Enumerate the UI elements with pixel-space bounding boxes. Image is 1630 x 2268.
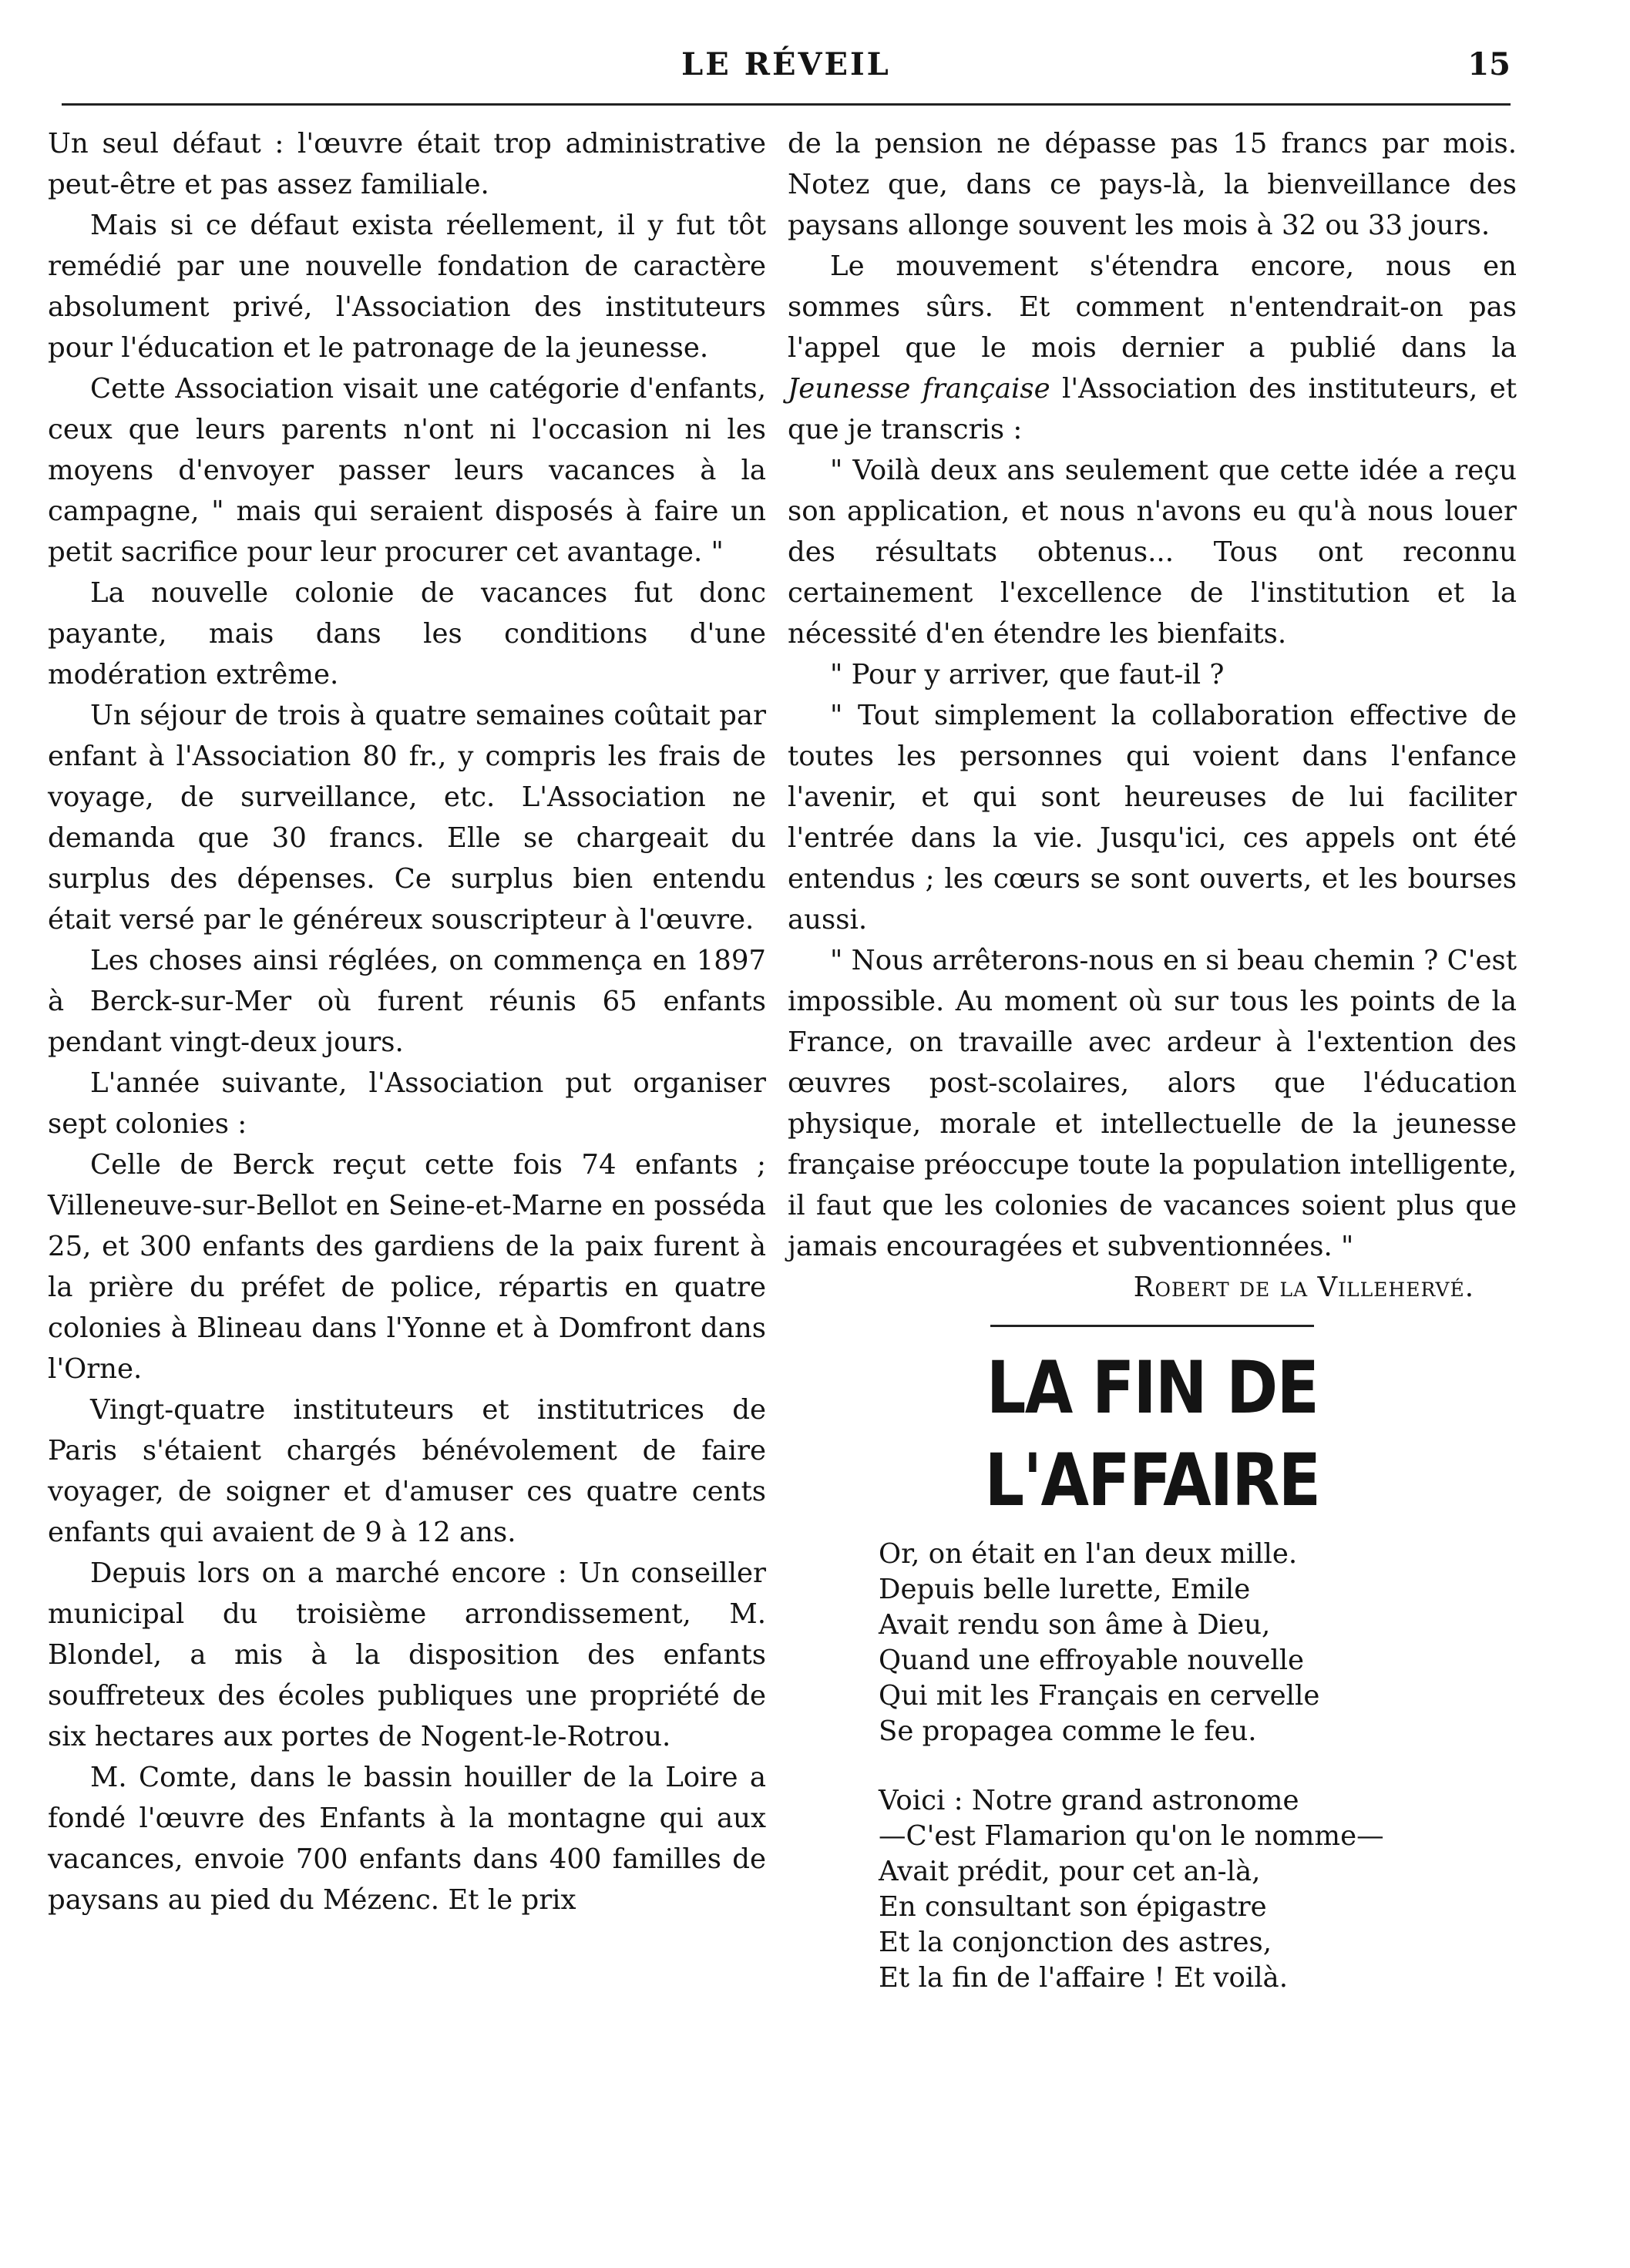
section-divider: [990, 1325, 1314, 1327]
paragraph-continuation: de la pension ne dépasse pas 15 francs par mois. Notez que, dans ce pays-là, la bienveillance des paysans allonge souvent les mois à 32 ou 33 jours.: [788, 128, 1517, 241]
poem-line: —C'est Flamarion qu'on le nomme—: [879, 1820, 1384, 1852]
paragraph: Depuis lors on a marché encore : Un conseiller municipal du troisième arrondissement, M. Blondel, a mis à la disposition des enfants souffreteux des écoles publiques une propriété de six hectares aux portes de Nogent-le-Rotrou.: [48, 1557, 766, 1752]
paragraph: L'année suivante, l'Association put organiser sept colonies :: [48, 1067, 766, 1140]
appeal-text-start: Le mouvement s'étendra encore, nous en sommes sûrs. Et comment n'entendrait-on pas l'appel que le mois dernier a publié dans la: [788, 250, 1517, 364]
poem-line: Avait rendu son âme à Dieu,: [879, 1609, 1271, 1641]
page-number: 15: [1467, 46, 1511, 82]
poem-line: Quand une effroyable nouvelle: [879, 1645, 1305, 1676]
poem-line: En consultant son épigastre: [879, 1891, 1267, 1923]
poem-title: LA FIN DE L'AFFAIRE: [984, 1346, 1320, 1523]
poem-line: Or, on était en l'an deux mille.: [879, 1538, 1298, 1570]
paragraph: M. Comte, dans le bassin houiller de la Loire a fondé l'œuvre des Enfants à la montagne qui aux vacances, envoie 700 enfants dans 400 familles de paysans au pied du Mézenc. Et le prix: [48, 1762, 766, 1916]
paragraph: Un séjour de trois à quatre semaines coûtait par enfant à l'Association 80 fr., y compris les frais de voyage, de surveillance, etc. L'Association ne demanda que 30 francs. Elle se chargeait du surplus des dépenses. Ce surplus bien entendu était versé par le généreux souscripteur à l'œuvre.: [48, 700, 766, 936]
paragraph: La nouvelle colonie de vacances fut donc payante, mais dans les conditions d'une modération extrême.: [48, 577, 766, 690]
quote-paragraph: " Nous arrêterons-nous en si beau chemin ? C'est impossible. Au moment où sur tous les points de la France, on travaille avec ardeur à l'extention des œuvres post-scolaires, alors que l'éducation physique, morale et intellectuelle de la jeunesse française préoccupe toute la population intelligente, il faut que les colonies de vacances soient plus que jamais encouragées et subventionnées. ": [788, 945, 1517, 1262]
poem-line: Et la fin de l'affaire ! Et voilà.: [879, 1962, 1288, 1994]
right-column: [788, 123, 1517, 1996]
paragraph: Un seul défaut : l'œuvre était trop administrative peut-être et pas assez familiale.: [48, 128, 766, 200]
paragraph: Mais si ce défaut exista réellement, il y fut tôt remédié par une nouvelle fondation de caractère absolument privé, l'Association des instituteurs pour l'éducation et le patronage de la jeunesse.: [48, 210, 766, 364]
poem-stanza-2: [879, 1783, 1517, 1996]
quote-paragraph: " Pour y arriver, que faut-il ?: [830, 659, 1225, 690]
quote-paragraph: " Voilà deux ans seulement que cette idée a reçu son application, et nous n'avons eu qu'à nous louer des résultats obtenus... Tous ont reconnu certainement l'excellence de l'institution et la nécessité d'en étendre les bienfaits.: [788, 455, 1517, 650]
header-rule: [62, 103, 1511, 106]
poem-line: Depuis belle lurette, Emile: [879, 1574, 1251, 1605]
poem-stanza-1: [879, 1537, 1517, 1749]
paragraph: Vingt-quatre instituteurs et institutrices de Paris s'étaient chargés bénévolement de faire voyager, de soigner et d'amuser ces quatre cents enfants qui avaient de 9 à 12 ans.: [48, 1394, 766, 1548]
paragraph-appeal: [788, 246, 1517, 450]
publication-name: Jeunesse française: [788, 373, 1050, 405]
quote-paragraph: " Tout simplement la collaboration effective de toutes les personnes qui voient dans l'enfance l'avenir, et qui sont heureuses de lui faciliter l'entrée dans la vie. Jusqu'ici, ces appels ont été entendus ; les cœurs se sont ouverts, et les bourses aussi.: [788, 700, 1517, 936]
poem-line: Avait prédit, pour cet an-là,: [879, 1856, 1261, 1887]
author-signature: Robert de la Villehervé.: [1133, 1272, 1474, 1303]
poem-line: Se propagea comme le feu.: [879, 1715, 1257, 1747]
page-header: [62, 46, 1511, 92]
paragraph: Celle de Berck reçut cette fois 74 enfants ; Villeneuve-sur-Bellot en Seine-et-Marne en posséda 25, et 300 enfants des gardiens de la paix furent à la prière du préfet de police, répartis en quatre colonies à Blineau dans l'Yonne et à Domfront dans l'Orne.: [48, 1149, 766, 1385]
paragraph: Les choses ainsi réglées, on commença en 1897 à Berck-sur-Mer où furent réunis 65 enfants pendant vingt-deux jours.: [48, 945, 766, 1058]
appeal-text-end: l'Association des instituteurs, et que je transcris :: [788, 373, 1517, 445]
paragraph: Cette Association visait une catégorie d'enfants, ceux que leurs parents n'ont ni l'occasion ni les moyens d'envoyer passer leurs vacances à la campagne, " mais qui seraient disposés à faire un petit sacrifice pour leur procurer cet avantage. ": [48, 373, 766, 568]
journal-title: LE RÉVEIL: [681, 46, 891, 82]
poem-line: Voici : Notre grand astronome: [879, 1785, 1299, 1816]
poem-line: Et la conjonction des astres,: [879, 1927, 1272, 1958]
left-column: [48, 123, 766, 1920]
poem-line: Qui mit les Français en cervelle: [879, 1680, 1320, 1712]
